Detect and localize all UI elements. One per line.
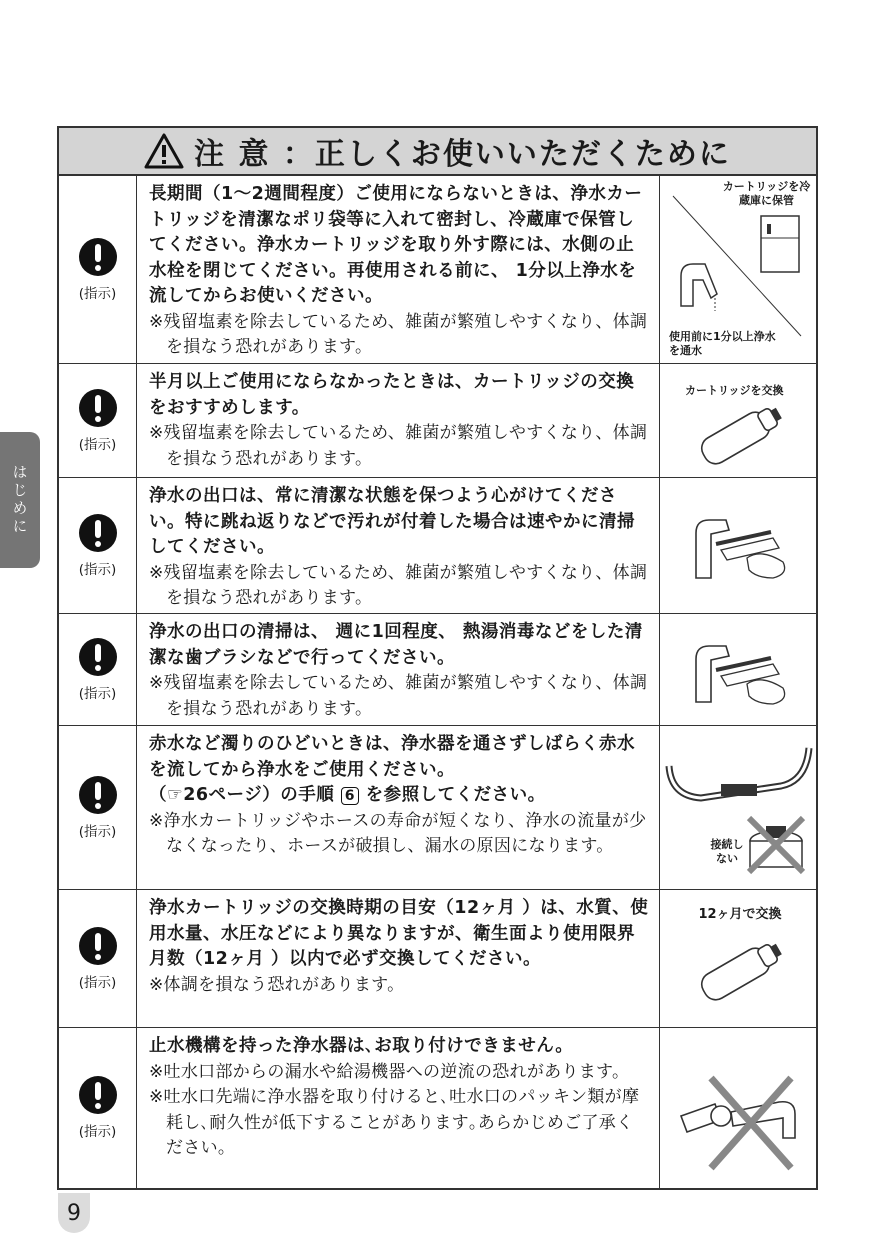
page-number: 9 [58,1193,90,1233]
instruction-mark-icon [79,514,117,552]
mark-label: (指示) [78,285,117,302]
caption-top: カートリッジを冷蔵庫に保管 [722,180,811,207]
caption-bottom: 使用前に1分以上浄水を通水 [669,330,776,357]
illustration [661,726,816,889]
illustration [661,614,816,725]
main-text: 浄水の出口は、常に清潔な状態を保つよう心がけてください。特に跳ね返りなどで汚れが付着した場合は速やかに清掃してください。 [149,486,635,557]
instruction-mark-icon [79,238,117,276]
caution-row [59,1028,816,1188]
mark-label: (指示) [78,561,117,578]
note-text: ※体調を損なう恐れがあります。 [149,974,405,995]
caution-row [59,614,816,726]
side-tab: はじめに [0,432,40,568]
instruction-mark-icon [79,389,117,427]
caption-top: カートリッジを交換 [685,384,784,397]
caution-table [57,126,818,1190]
note-text: ※浄水カートリッジやホースの寿命が短くなり、浄水の流量が少なくなったり、ホースが破損し、漏水の原因になります。 [149,810,647,856]
main-text: 半月以上ご使用にならなかったときは、カートリッジの交換をおすすめします。 [149,372,635,418]
caption-top: 12ヶ月で交換 [698,907,782,922]
illustration [661,176,816,363]
instruction-mark-icon [79,927,117,965]
caution-row [59,364,816,478]
warning-icon [144,133,184,169]
note-text: ※残留塩素を除去しているため、雑菌が繁殖しやすくなり、体調を損なう恐れがあります。 [149,562,648,608]
mark-label: (指示) [78,823,117,840]
mark-label: (指示) [78,1124,117,1140]
illustration [661,478,816,613]
caution-header [59,128,816,176]
faucet-prohibited-icon [661,1028,816,1188]
caution-row [59,890,816,1028]
illustration [661,364,816,477]
mark-label: (指示) [78,974,117,991]
main-text: 長期間（1～2週間程度）ご使用にならないときは、浄水カートリッジを清潔なポリ袋等に入れて密封し、冷蔵庫で保管してください。浄水カートリッジを取り外す際には、水側の止水栓を閉じてください。再使用される前に、 1分以上浄水を流してからお使いください。 [149,184,643,306]
illustration [661,1028,816,1188]
note-text: ※吐水口先端に浄水器を取り付けると､吐水口のパッキン類が摩耗し､耐久性が低下することがあります｡あらかじめご了承ください。 [149,1087,640,1158]
main-text: 浄水の出口の清掃は、 週に1回程度、 熱湯消毒などをした清潔な歯ブラシなどで行ってください。 [149,622,643,668]
main-text: 浄水カートリッジの交換時期の目安（12ヶ月 ）は、水質、使用水量、水圧などにより異なりますが、衛生面より使用限界月数（12ヶ月 ）以内で必ず交換してください。 [149,898,649,969]
cleaning-brush-icon [661,614,816,726]
reference-line [149,783,649,809]
caution-row [59,478,816,614]
mark-label: (指示) [78,685,117,702]
note-text: ※吐水口部からの漏水や給湯機器への逆流の恐れがあります。 [149,1061,630,1082]
note-text: ※残留塩素を除去しているため、雑菌が繁殖しやすくなり、体調を損なう恐れがあります。 [149,311,648,357]
mark-label: (指示) [78,436,117,453]
caution-row [59,726,816,890]
caution-row [59,176,816,364]
reference-text: （☞26ページ）の手順 [149,785,335,805]
note-text: ※残留塩素を除去しているため、雑菌が繁殖しやすくなり、体調を損なう恐れがあります。 [149,673,648,719]
caption-bottom: 接続しない [710,838,744,865]
main-text: 赤水など濁りのひどいときは、浄水器を通さずしばらく赤水を流してから浄水をご使用ください。 [149,734,635,780]
note-text: ※残留塩素を除去しているため、雑菌が繁殖しやすくなり、体調を損なう恐れがあります。 [149,423,648,469]
instruction-mark-icon [79,776,117,814]
step-number: 6 [341,787,359,805]
main-text: 止水機構を持った浄水器は､お取り付けできません。 [149,1036,574,1056]
instruction-mark-icon [79,1076,117,1114]
cleaning-brush-icon [661,478,816,614]
caution-title: 注 意 ：正しくお使いいただくために [194,137,731,172]
cartridge-icon [661,364,816,478]
reference-text: を参照してください。 [365,785,546,805]
instruction-mark-icon [79,638,117,676]
illustration [661,890,816,1027]
